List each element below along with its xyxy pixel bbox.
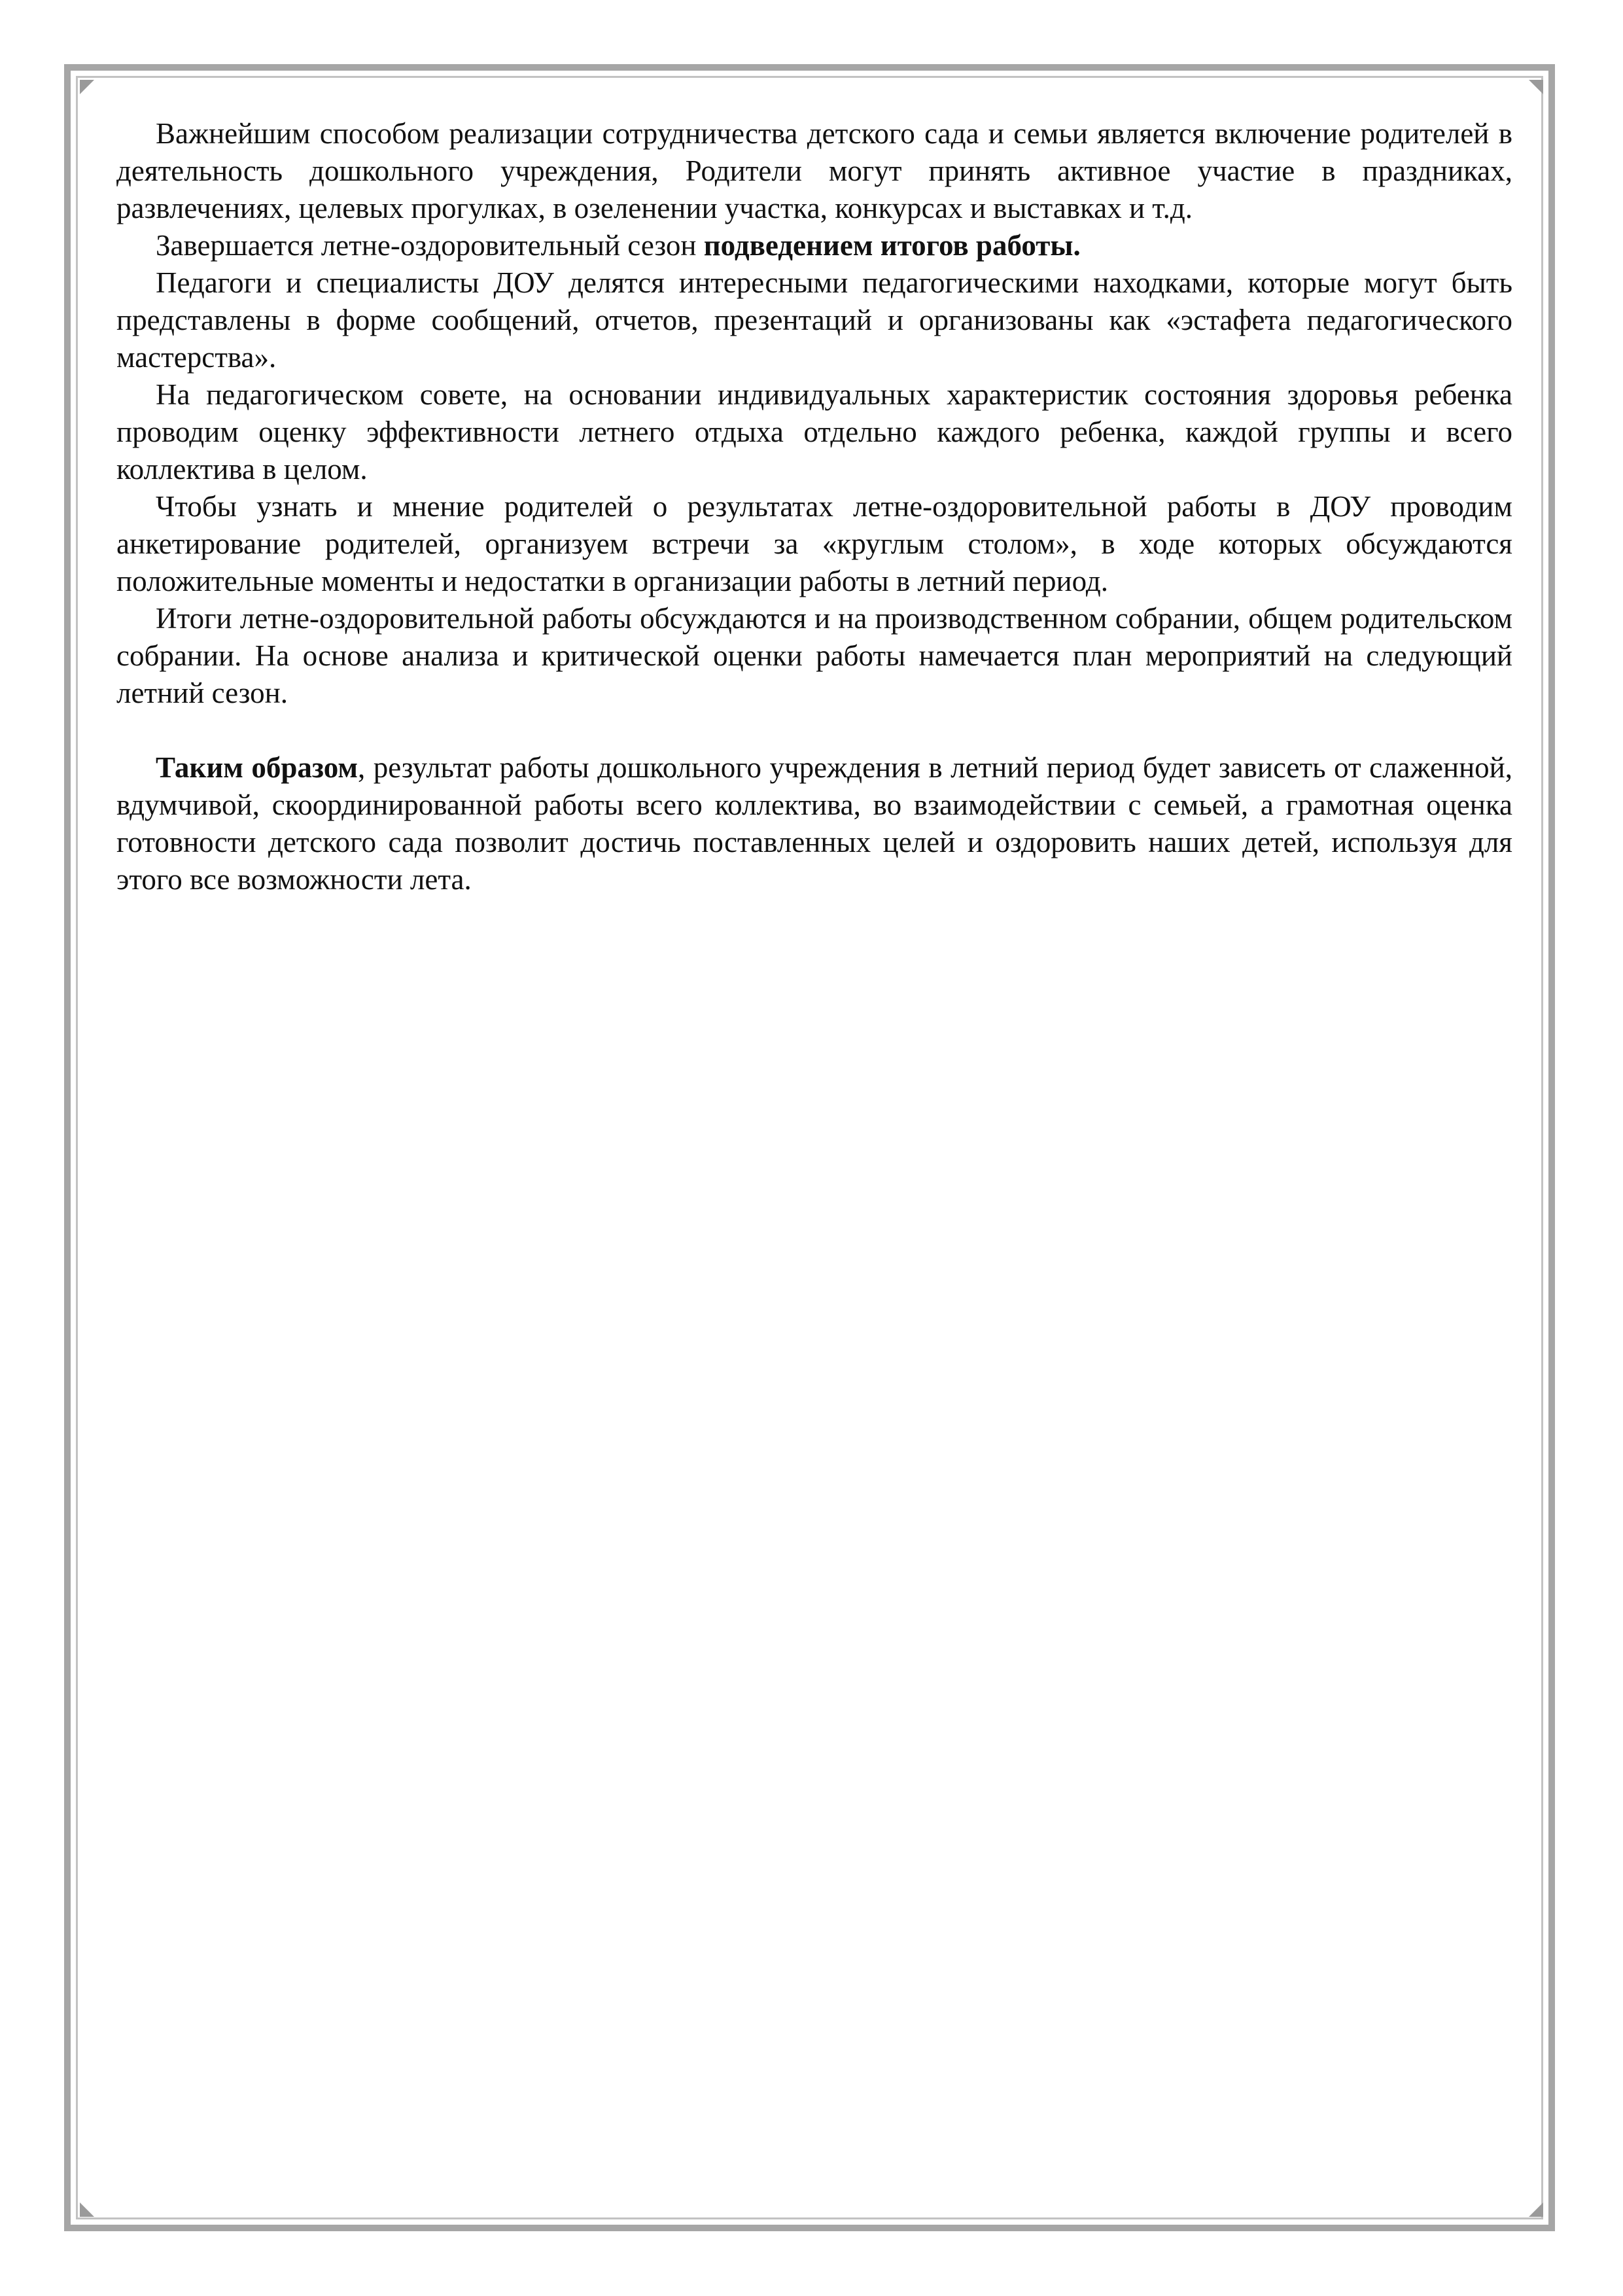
emphasis-text: подведением итогов работы.: [703, 229, 1081, 262]
paragraph-text: Завершается летне-оздоровительный сезон: [156, 229, 704, 262]
document-body: [116, 115, 1512, 898]
paragraph-teachers-findings: Педагоги и специалисты ДОУ делятся интересными педагогическими находками, которые могут быть представлены в форме сообщений, отчетов, презентаций и организованы как «эстафета педагогического мастерства».: [116, 266, 1512, 374]
paragraph-parent-involvement: Важнейшим способом реализации сотрудничества детского сада и семьи является включение родителей в деятельность дошкольного учреждения, Родители могут принять активное участие в праздниках, развлечениях, целевых прогулках, в озеленении участка, конкурсах и выставках и т.д.: [116, 117, 1512, 224]
paragraph-conclusion: [116, 749, 1512, 898]
paragraph-parent-survey: Чтобы узнать и мнение родителей о результатах летне-оздоровительной работы в ДОУ проводим анкетирование родителей, организуем встречи за «круглым столом», в ходе которых обсуждаются положительные моменты и недостатки в организации работы в летний период.: [116, 490, 1512, 597]
frame-corner-ornament: [1529, 2202, 1543, 2217]
frame-corner-ornament: [1529, 80, 1543, 94]
frame-corner-ornament: [80, 80, 94, 94]
paragraph-season-summary: [116, 227, 1512, 264]
paragraph-results-discussion: Итоги летне-оздоровительной работы обсуждаются и на производственном собрании, общем родительском собрании. На основе анализа и критической оценки работы намечается план мероприятий на следующий летний сезон.: [116, 602, 1512, 709]
paragraph-spacer: [116, 712, 1512, 749]
emphasis-text: Таким образом: [156, 751, 358, 784]
paragraph-pedagogical-council: На педагогическом совете, на основании индивидуальных характеристик состояния здоровья ребенка проводим оценку эффективности летнего отдыха отдельно каждого ребенка, каждой группы и всего коллектива в целом.: [116, 378, 1512, 486]
paragraph-text: , результат работы дошкольного учреждения в летний период будет зависеть от слаженной, вдумчивой, скоординированной работы всего коллектива, во взаимодействии с семьей, а грамотная оценка готовности детского сада позволит достичь поставленных целей и оздоровить наших детей, используя для этого все возможности лета.: [116, 751, 1512, 896]
frame-corner-ornament: [80, 2202, 94, 2217]
